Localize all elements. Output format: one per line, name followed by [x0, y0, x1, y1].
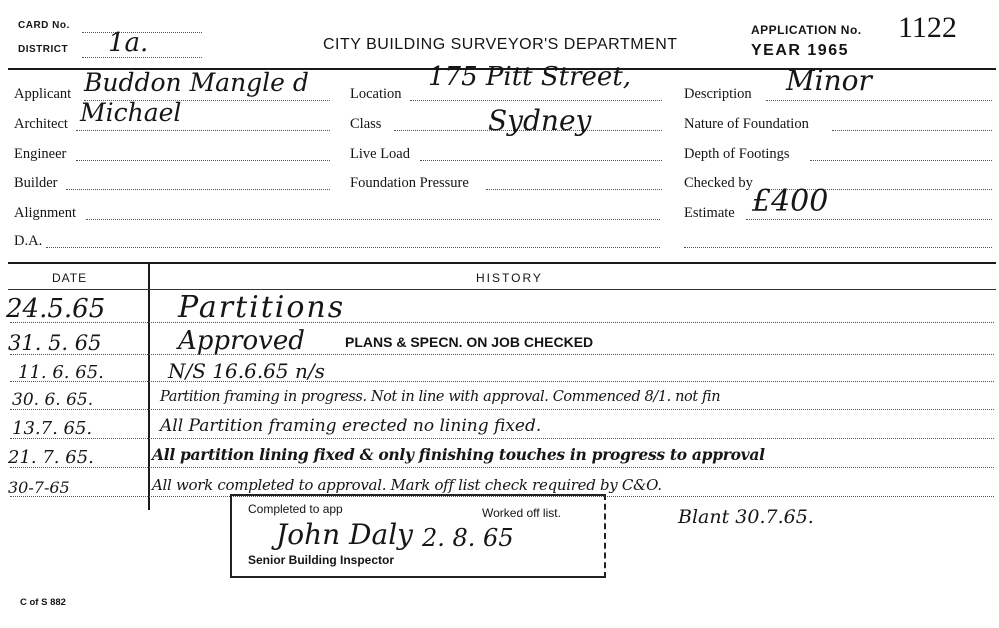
history-row-date: 21. 7. 65. [8, 447, 94, 468]
history-column-rule [148, 262, 150, 510]
estimate-line [746, 219, 992, 220]
history-row-text: All partition lining fixed & only finishing touches in progress to approval [152, 445, 765, 464]
builder-label: Builder [14, 175, 58, 191]
department-title: CITY BUILDING SURVEYOR'S DEPARTMENT [323, 36, 678, 53]
history-row-text: Partition framing in progress. Not in line with approval. Commenced 8/1. not fin [160, 389, 721, 405]
history-row-text: Approved [178, 326, 305, 356]
history-row-text: N/S 16.6.65 n/s [168, 359, 325, 383]
location-label: Location [350, 86, 402, 102]
engineer-label: Engineer [14, 146, 67, 162]
alignment-label: Alignment [14, 205, 77, 221]
description-label: Description [684, 86, 752, 102]
plans-checked-stamp: PLANS & SPECN. ON JOB CHECKED [345, 334, 594, 350]
estimate-value: £400 [752, 184, 829, 219]
row-line-5 [10, 438, 994, 439]
class-label: Class [350, 116, 382, 132]
history-top-rule [8, 262, 996, 264]
class-value: Sydney [488, 104, 592, 137]
history-header-rule [8, 289, 996, 290]
history-row-date: 11. 6. 65. [18, 362, 104, 383]
stamp-signature: John Daly [276, 518, 413, 551]
application-label: APPLICATION No. [751, 23, 862, 37]
card-no-label: CARD No. [18, 20, 70, 31]
builder-line [66, 189, 330, 190]
history-row-date: 13.7. 65. [12, 418, 93, 439]
history-row-date: 30-7-65 [8, 478, 70, 497]
history-signature: Blant 30.7.65. [678, 506, 814, 528]
row-line-1 [10, 322, 994, 323]
description-value: Minor [786, 64, 872, 97]
history-row-text: All work completed to approval. Mark off list check required by C&O. [152, 476, 662, 494]
location-value: 175 Pitt Street, [428, 62, 632, 92]
engineer-line [76, 160, 330, 161]
history-row-text: All Partition framing erected no lining fixed. [160, 416, 542, 436]
completed-label: Completed to app [248, 502, 343, 516]
row-line-6 [10, 467, 994, 468]
district-label: DISTRICT [18, 44, 69, 55]
estimate-label: Estimate [684, 205, 735, 221]
live-load-label: Live Load [350, 146, 410, 162]
date-header: DATE [52, 271, 88, 285]
application-number: 1122 [898, 11, 957, 44]
row-line-2 [10, 354, 994, 355]
stamp-date: 2. 8. 65 [422, 524, 514, 552]
history-row-date: 24.5.65 [6, 294, 106, 324]
applicant-value: Buddon Mangle d [84, 68, 309, 97]
officer-label: Senior Building Inspector [248, 553, 395, 567]
right-extra-line [684, 247, 992, 248]
depth-of-footings-label: Depth of Footings [684, 146, 790, 162]
live-load-line [420, 160, 662, 161]
history-row-date: 31. 5. 65 [8, 331, 102, 355]
worked-off-label: Worked off list. [482, 506, 561, 520]
row-line-3 [10, 381, 994, 382]
district-value: 1a. [108, 28, 149, 58]
history-row-text: Partitions [178, 290, 346, 325]
foundation-pressure-label: Foundation Pressure [350, 175, 469, 191]
completion-stamp [230, 494, 606, 578]
description-line [766, 100, 992, 101]
applicant-label: Applicant [14, 86, 72, 102]
da-label: D.A. [14, 233, 43, 249]
foundation-pressure-line [486, 189, 662, 190]
architect-value: Michael [80, 98, 182, 127]
alignment-line [86, 219, 660, 220]
nature-of-foundation-line [832, 130, 992, 131]
location-line [410, 100, 662, 101]
history-row-date: 30. 6. 65. [12, 390, 94, 410]
depth-of-footings-line [810, 160, 992, 161]
row-line-4 [10, 409, 994, 410]
history-header: HISTORY [476, 271, 543, 285]
architect-line [76, 130, 330, 131]
nature-of-foundation-label: Nature of Foundation [684, 116, 809, 132]
architect-label: Architect [14, 116, 68, 132]
year-label: YEAR 1965 [751, 42, 849, 59]
checked-by-label: Checked by [684, 175, 753, 191]
da-line [46, 247, 660, 248]
form-code: C of S 882 [20, 597, 66, 608]
